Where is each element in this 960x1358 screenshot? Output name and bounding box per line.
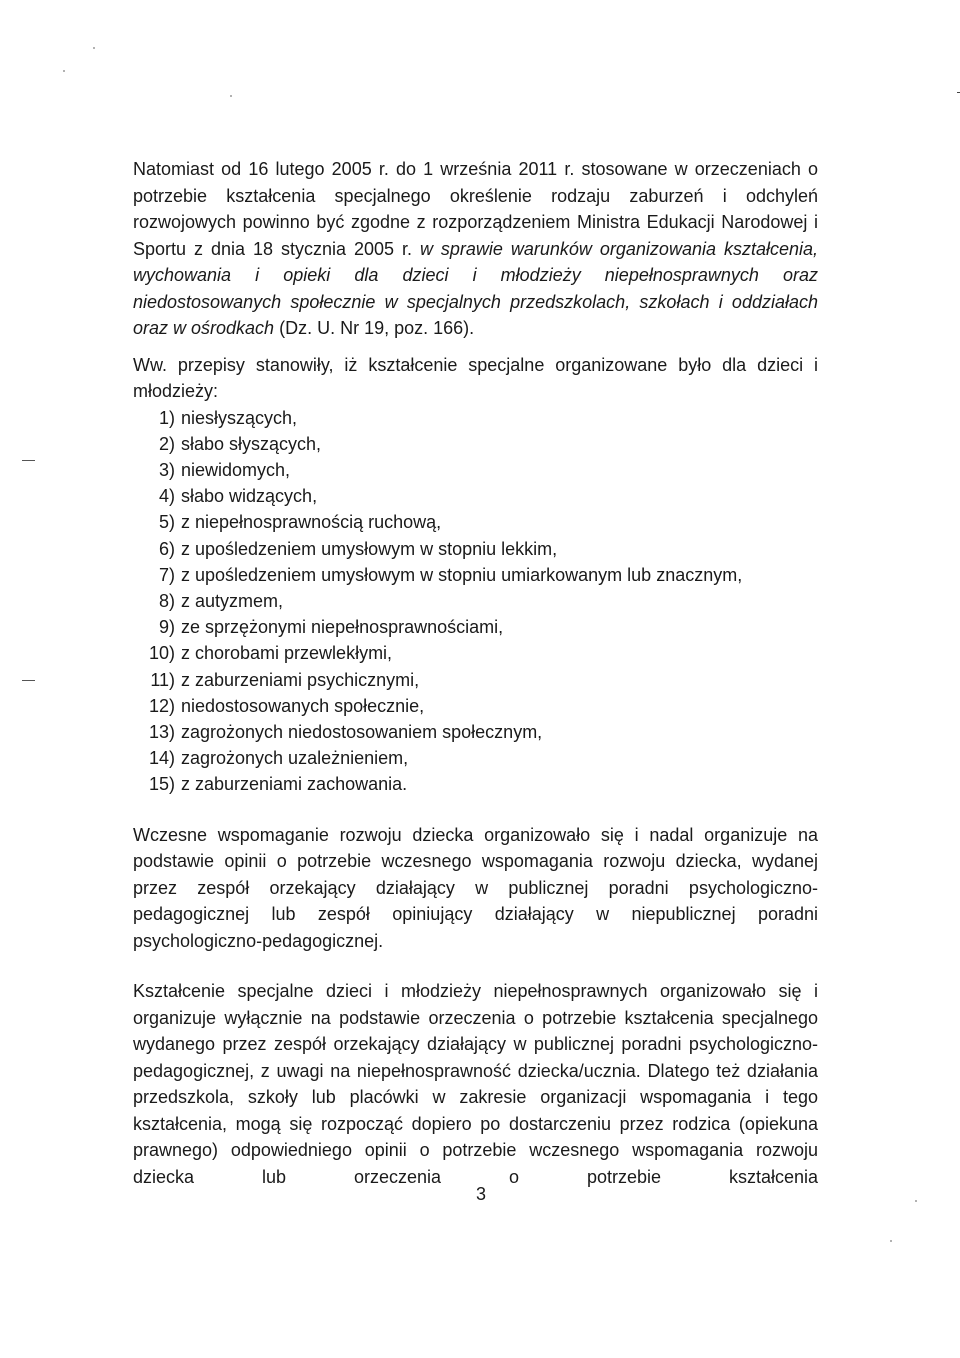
scan-speck — [63, 70, 65, 72]
list-item-number: 10) — [148, 643, 175, 664]
list-item — [133, 509, 818, 535]
list-item — [133, 745, 818, 771]
list-item — [133, 719, 818, 745]
list-item-text: z zaburzeniami psychicznymi, — [181, 669, 420, 690]
list-item-text: z zaburzeniami zachowania. — [181, 774, 408, 795]
paragraph-2-lead: Ww. przepisy stanowiły, iż kształcenie specjalne organizowane było dla dzieci i młodzieży: — [133, 354, 818, 401]
paragraph-special-education: Kształcenie specjalne dzieci i młodzieży niepełnosprawnych organizowało się i organizuje wyłącznie na podstawie orzeczenia o potrzebie kształcenia specjalnego wydanego przez zespół orzekający działający w publicznej poradni psychologiczno-pedagogicznej, z uwagi na niepełnosprawność dziecka/ucznia. Dlatego też działania przedszkola, szkoły lub placówki w zakresie organizacji wspomagania i tego kształcenia, mogą się rozpocząć dopiero po dostarczeniu przez rodzica (opiekuna prawnego) odpowiedniego opinii o potrzebie wczesnego wspomagania rozwoju dziecka lub orzeczenia o potrzebie kształcenia — [133, 981, 818, 1187]
list-item-number: 12) — [148, 695, 175, 716]
list-item-text: z upośledzeniem umysłowym w stopniu umiarkowanym lub znacznym, — [181, 564, 743, 585]
list-item-number: 13) — [148, 721, 175, 742]
list-item — [133, 588, 818, 614]
scan-speck — [915, 1200, 917, 1202]
list-item-text: z autyzmem, — [181, 590, 284, 611]
list-item-text: niedostosowanych społecznie, — [181, 695, 425, 716]
list-item — [133, 562, 818, 588]
list-item-number: 8) — [158, 590, 175, 611]
list-item-number: 14) — [148, 748, 175, 769]
list-item-text: z chorobami przewlekłymi, — [181, 643, 393, 664]
list-item-number: 6) — [158, 538, 175, 559]
list-item-number: 1) — [158, 407, 175, 428]
list-item-text: ze sprzężonymi niepełnosprawnościami, — [181, 617, 504, 638]
list-item — [133, 536, 818, 562]
margin-mark — [22, 680, 35, 681]
regulation-title: w sprawie warunków organizowania kształcenia, wychowania i opieki dla dzieci i młodzieży niepełnosprawnych oraz niedostosowanych społecznie w specjalnych przedszkolach, szkołach i oddziałach oraz w ośrodkach — [133, 238, 818, 338]
margin-mark — [22, 460, 35, 461]
disability-category-list — [133, 405, 818, 798]
list-item-text: słabo słyszących, — [181, 433, 322, 454]
list-item-number: 5) — [158, 512, 175, 533]
list-item-text: z niepełnosprawnością ruchową, — [181, 512, 442, 533]
page-content — [133, 156, 818, 1190]
scan-speck — [890, 1240, 892, 1242]
paragraph-legal-basis — [133, 156, 818, 342]
paragraph-1-text: Natomiast od 16 lutego 2005 r. do 1 września 2011 r. stosowane w orzeczeniach o potrzebie kształcenia specjalnego określenie rodzaju zaburzeń i odchyleń rozwojowych powinno być zgodne z rozporządzeniem Ministra Edukacji Narodowej i Sportu z dnia 18 stycznia 2005 r. — [133, 159, 818, 259]
list-item-text: niewidomych, — [181, 459, 291, 480]
list-item-number: 3) — [158, 459, 175, 480]
list-item — [133, 771, 818, 797]
list-item-number: 2) — [158, 433, 175, 454]
list-item — [133, 640, 818, 666]
scan-speck — [230, 95, 232, 97]
list-item — [133, 431, 818, 457]
list-item-text: słabo widzących, — [181, 486, 318, 507]
scan-speck — [93, 47, 95, 49]
paragraph-categories — [133, 352, 818, 798]
list-item-number: 4) — [158, 486, 175, 507]
list-item-text: zagrożonych niedostosowaniem społecznym, — [181, 721, 543, 742]
list-item-text: zagrożonych uzależnieniem, — [181, 748, 409, 769]
paragraph-early-support: Wczesne wspomaganie rozwoju dziecka organizowało się i nadal organizuje na podstawie opinii o potrzebie wczesnego wspomagania rozwoju dziecka, wydanej przez zespół orzekający działający w publicznej poradni psychologiczno-pedagogicznej lub zespół opiniujący działający w niepublicznej poradni psychologiczno-pedagogicznej. — [133, 824, 818, 951]
list-item — [133, 667, 818, 693]
list-item-number: 9) — [158, 617, 175, 638]
list-item-text: niesłyszących, — [181, 407, 298, 428]
list-item-number: 15) — [148, 774, 175, 795]
list-item — [133, 693, 818, 719]
list-item — [133, 457, 818, 483]
list-item — [133, 405, 818, 431]
list-item-text: z upośledzeniem umysłowym w stopniu lekkim, — [181, 538, 558, 559]
list-item — [133, 483, 818, 509]
list-item-number: 7) — [158, 564, 175, 585]
page-number: 3 — [475, 1184, 486, 1204]
list-item-number: 11) — [150, 669, 175, 690]
paragraph-1-citation: (Dz. U. Nr 19, poz. 166). — [279, 318, 475, 338]
list-item — [133, 614, 818, 640]
